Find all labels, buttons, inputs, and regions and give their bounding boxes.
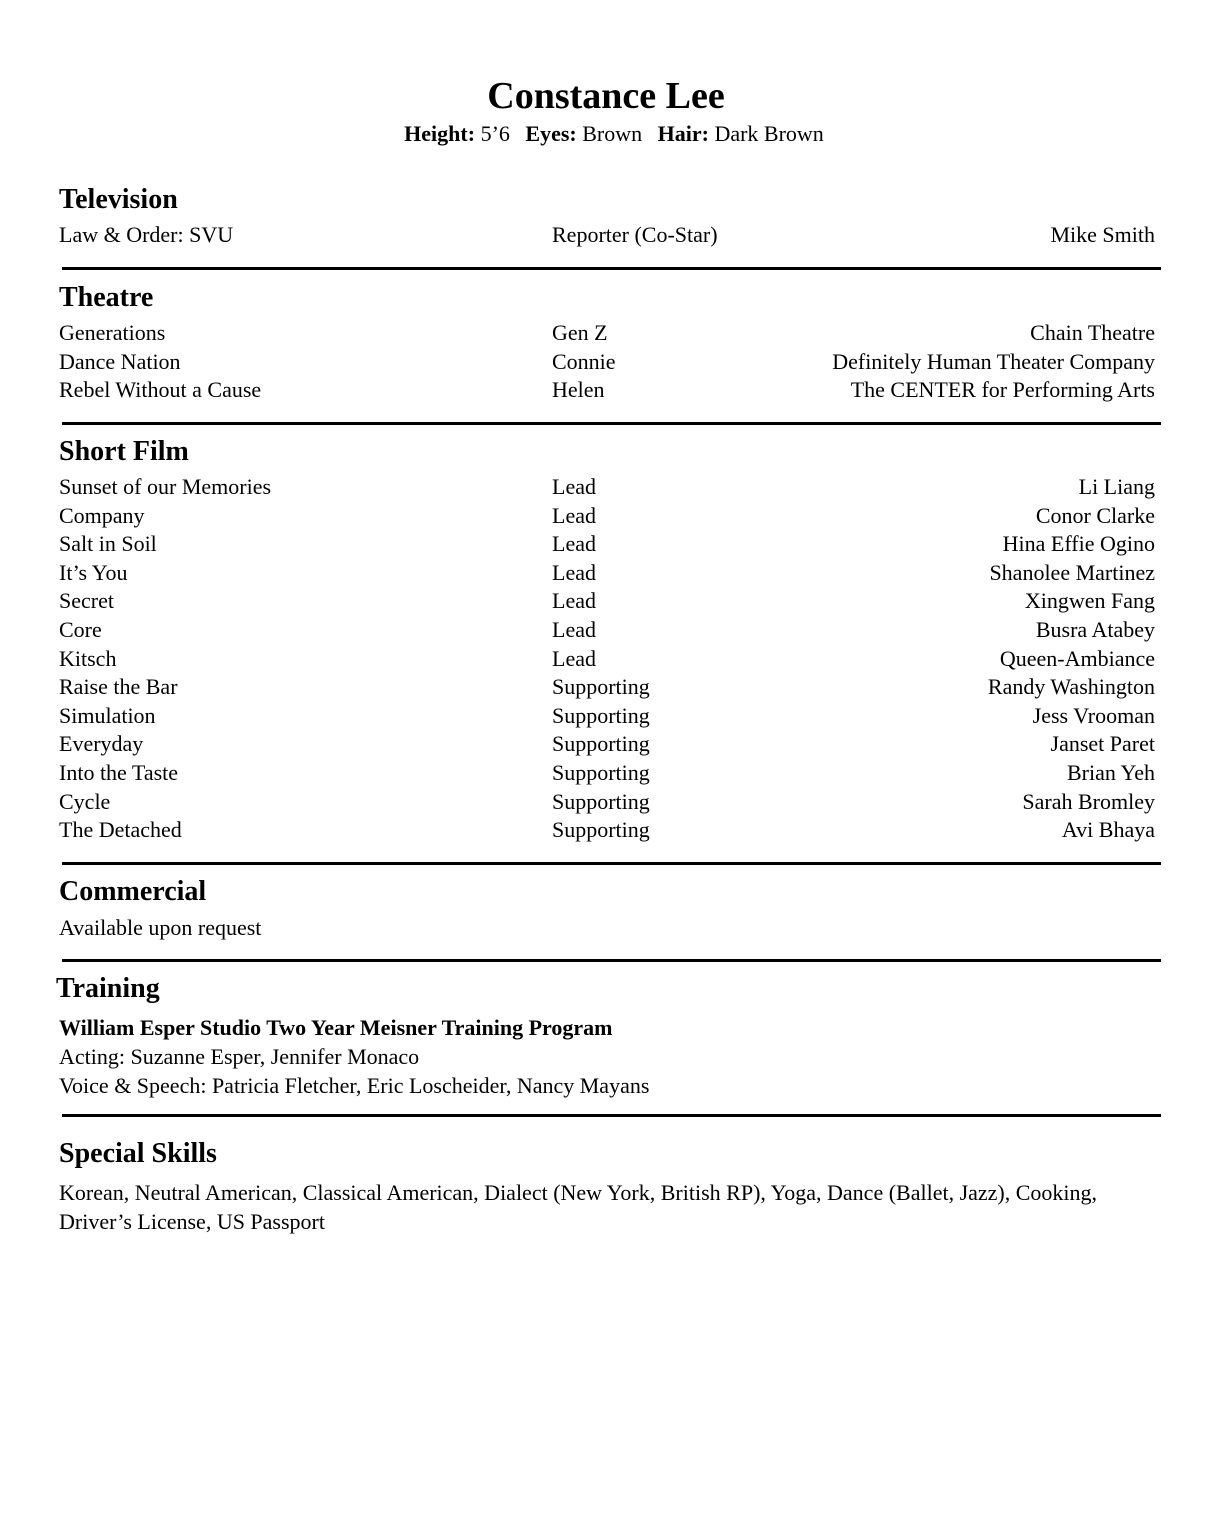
credit-role: Lead	[552, 474, 596, 499]
credit-director: Chain Theatre	[1030, 320, 1155, 345]
eyes-label: Eyes:	[525, 121, 577, 146]
theatre-section	[59, 281, 1155, 405]
credit-row	[59, 587, 1155, 616]
credit-role: Supporting	[552, 817, 650, 843]
eyes-value: Brown	[582, 121, 643, 146]
credit-director: Randy Washington	[987, 674, 1155, 700]
training-voice: Voice & Speech: Patricia Fletcher, Eric Loscheider, Nancy Mayans	[59, 1073, 650, 1098]
credit-role: Lead	[552, 559, 596, 585]
training-details	[59, 1013, 1155, 1100]
credit-role: Gen Z	[552, 320, 608, 345]
credit-row	[59, 559, 1155, 588]
section-divider	[62, 1114, 1161, 1117]
commercial-text: Available upon request	[59, 915, 262, 940]
physical-attributes	[0, 120, 1212, 148]
section-title-short-film: Short Film	[59, 436, 189, 467]
credit-project: Cycle	[59, 788, 111, 814]
credit-director: Li Liang	[1078, 474, 1155, 499]
credit-role: Supporting	[552, 731, 650, 757]
credit-project: The Detached	[59, 817, 182, 843]
section-title-television: Television	[59, 184, 178, 215]
credit-director: Avi Bhaya	[1061, 817, 1155, 843]
credit-row	[59, 348, 1155, 377]
training-acting: Acting: Suzanne Esper, Jennifer Monaco	[59, 1044, 420, 1069]
credit-role: Lead	[552, 588, 596, 614]
credit-row	[59, 730, 1155, 759]
section-title-commercial: Commercial	[59, 876, 207, 907]
credit-role: Lead	[552, 645, 596, 671]
credit-row	[59, 221, 1155, 250]
special-skills-section	[59, 1137, 1155, 1236]
hair-value: Dark Brown	[714, 121, 824, 146]
section-divider	[62, 267, 1161, 270]
credit-director: Definitely Human Theater Company	[832, 348, 1155, 374]
credit-role: Supporting	[552, 674, 650, 700]
credit-role: Supporting	[552, 759, 650, 785]
credit-project: Rebel Without a Cause	[59, 377, 262, 403]
height-value: 5’6	[480, 121, 510, 146]
credit-role: Helen	[552, 377, 605, 403]
credit-project: Raise the Bar	[59, 674, 178, 700]
short-film-section	[59, 435, 1155, 845]
credit-role: Lead	[552, 502, 596, 528]
short-film-credits	[59, 473, 1155, 845]
training-program: William Esper Studio Two Year Meisner Training Program	[59, 1015, 613, 1040]
credit-row	[59, 473, 1155, 502]
credit-project: Generations	[59, 320, 166, 345]
credit-role: Supporting	[552, 788, 650, 814]
section-title-special-skills: Special Skills	[59, 1138, 217, 1169]
credit-row	[59, 502, 1155, 531]
credit-director: Mike Smith	[1050, 222, 1155, 247]
credit-director: Busra Atabey	[1035, 616, 1155, 642]
hair-label: Hair:	[657, 121, 709, 146]
credit-row	[59, 645, 1155, 674]
credit-director: Conor Clarke	[1035, 502, 1155, 528]
section-title-theatre: Theatre	[59, 282, 154, 313]
credit-row	[59, 788, 1155, 817]
credit-director: Xingwen Fang	[1024, 588, 1155, 614]
credit-project: Sunset of our Memories	[59, 474, 272, 499]
credit-role: Lead	[552, 531, 596, 557]
credit-role: Supporting	[552, 702, 650, 728]
credit-director: Hina Effie Ogino	[1002, 531, 1155, 557]
credit-project: Company	[59, 502, 145, 528]
actor-name: Constance Lee	[487, 75, 725, 117]
television-credits	[59, 221, 1155, 250]
credit-row	[59, 702, 1155, 731]
height-label: Height:	[404, 121, 476, 146]
credit-role: Reporter (Co-Star)	[552, 222, 718, 247]
special-skills-text: Korean, Neutral American, Classical American, Dialect (New York, British RP), Yoga, Dance (Ballet, Jazz), Cooking, Driver’s License, US Passport	[59, 1180, 1098, 1234]
credit-project: Dance Nation	[59, 348, 181, 374]
credit-row	[59, 319, 1155, 348]
credit-row	[59, 759, 1155, 788]
commercial-section	[59, 875, 1155, 942]
credit-director: Jess Vrooman	[1032, 702, 1155, 728]
credit-row	[59, 816, 1155, 845]
credit-director: Queen-Ambiance	[999, 645, 1155, 671]
credit-row	[59, 673, 1155, 702]
credit-project: Secret	[59, 588, 114, 614]
credit-director: Shanolee Martinez	[989, 559, 1155, 585]
section-divider	[62, 959, 1161, 962]
credit-director: The CENTER for Performing Arts	[850, 377, 1155, 403]
credit-project: It’s You	[59, 559, 128, 585]
section-title-training: Training	[56, 973, 160, 1004]
credit-row	[59, 376, 1155, 405]
credit-project: Kitsch	[59, 645, 117, 671]
credit-director: Sarah Bromley	[1022, 788, 1155, 814]
credit-project: Law & Order: SVU	[59, 222, 234, 247]
credit-director: Brian Yeh	[1066, 759, 1155, 785]
television-section	[59, 183, 1155, 250]
credit-project: Everyday	[59, 731, 144, 757]
section-divider	[62, 422, 1161, 425]
credit-project: Simulation	[59, 702, 156, 728]
credit-role: Lead	[552, 616, 596, 642]
training-section	[56, 972, 1152, 1006]
credit-project: Core	[59, 616, 102, 642]
credit-row	[59, 616, 1155, 645]
theatre-credits	[59, 319, 1155, 405]
credit-project: Into the Taste	[59, 759, 179, 785]
credit-row	[59, 530, 1155, 559]
credit-role: Connie	[552, 348, 616, 374]
section-divider	[62, 862, 1161, 865]
credit-project: Salt in Soil	[59, 531, 157, 557]
credit-director: Janset Paret	[1050, 731, 1155, 757]
